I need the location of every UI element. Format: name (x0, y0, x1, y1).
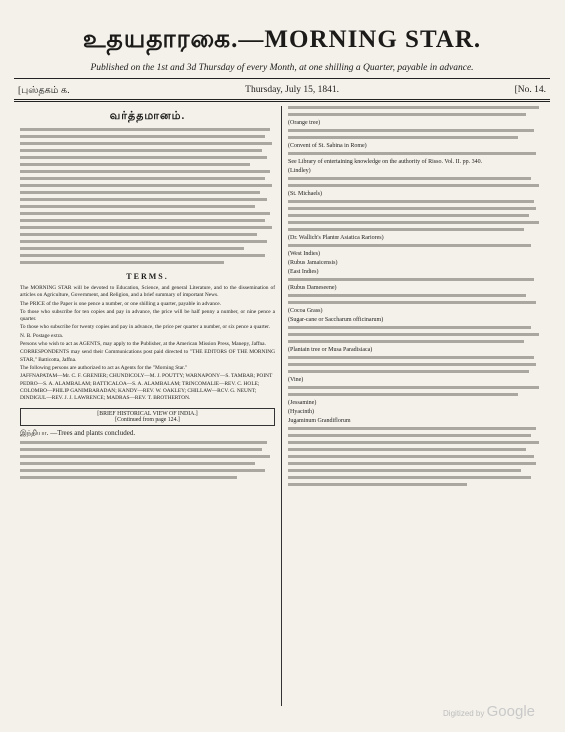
box-title: [BRIEF HISTORICAL VIEW OF INDIA.] (97, 411, 198, 418)
inline-term: (East Indies) (288, 269, 319, 275)
issue-date: Thursday, July 15, 1841. (245, 85, 340, 95)
masthead-subtitle: Published on the 1st and 3d Thursday of every Month, at one shilling a Quarter, payable in advance. (90, 63, 474, 73)
inline-term: (West Indies) (288, 251, 321, 257)
inline-term: (Hyacinth) (288, 409, 314, 415)
box-subtitle: [Continued from page 124.] (115, 417, 180, 424)
right-column (282, 106, 550, 706)
terms-text (20, 285, 275, 372)
terms-title: TERMS. (126, 272, 169, 281)
terms-paragraph: The following persons are authorized to act as Agents for the "Morning Star." (20, 364, 188, 371)
volume-label: [புஸ்தகம் ௧. (18, 86, 70, 96)
inline-term: (Dr. Wallich's Plantœ Asiatica Rariores) (288, 235, 384, 241)
agents-list: JAFFNAPATAM—Mr. C. F. GRENIER; CHUNDICOLY—M. J. POUTTY; WARNAPONY—S. TAMBAR; POINT PEDRO—S. A. ALAMBALAM; BATTICALOA—S. A. ALAMBALAM; TRINCOMALIE—REV. C. HOLE; COLOMBO—PHILIP GANIMBARADAN; KANDY—REV. W. OAKLEY; CHILLAW—RCV. G. NEUNT; DINDIGUL—REV. J. J. LAWRENCE; MADRAS—REV. T. BROTHERTON. (20, 373, 273, 402)
terms-paragraph: The MORNING STAR will be devoted to Education, Science, and general Literature, and to the dissemination of articles on Agriculture, Government, and Religion, and a brief summary of important News. (20, 285, 275, 299)
digitized-by-google-watermark (443, 703, 535, 720)
newspaper-page (14, 26, 550, 716)
inline-term: (Vine) (288, 377, 304, 383)
watermark-prefix: Digitized by (443, 709, 485, 718)
inline-term: Jugaminum Grandiflorum (288, 418, 351, 424)
inline-term: (Sugar-cane or Saccharum officinarum) (288, 317, 384, 323)
right-column-text (288, 106, 544, 486)
inline-term: (Rubus Jamaicensis) (288, 260, 338, 266)
inline-term: (Cocoa Grass) (288, 308, 323, 314)
top-rule (14, 78, 550, 79)
double-rule (14, 99, 550, 102)
left-column (14, 106, 282, 706)
terms-paragraph: To those who subscribe for ten copies and pay in advance, the price will be half penny a number, or nine pence a quarter. (20, 308, 275, 323)
terms-paragraph: The PRICE of the Paper is one pence a number, or one shilling a quarter, payable in advance. (20, 300, 222, 307)
issue-number: [No. 14. (514, 85, 546, 95)
inline-term: (Plantain tree or Musa Paradisiaca) (288, 347, 373, 353)
inline-term: (Orange tree) (288, 120, 321, 126)
inline-term: (Rubus Dameseene) (288, 285, 337, 291)
terms-paragraph: To those who subscribe for twenty copies and pay in advance, the price per quarter a number, or six pence a quarter. (20, 324, 270, 331)
inline-term: (Lindley) (288, 168, 311, 174)
tamil-news-text (20, 128, 275, 264)
terms-paragraph: N. B. Postage extra. (20, 332, 64, 339)
inline-term: (Jessamine) (288, 400, 317, 406)
inline-term: (Convent of St. Sabina in Rome) (288, 143, 367, 149)
trees-text (20, 441, 275, 479)
terms-paragraph: CORRESPONDENTS may send their Communications post paid directed to "THE EDITORS OF THE MORNING STAR," Batticotta, Jaffna. (20, 349, 275, 363)
masthead-title: உதயதாரகை.—MORNING STAR. (82, 26, 482, 53)
inline-term: (St. Michaels) (288, 191, 322, 197)
trees-heading: இந்தியா. —Trees and plants concluded. (20, 429, 136, 438)
historical-view-box (20, 408, 275, 426)
section-title: வர்த்தமானம். (109, 110, 186, 122)
dateline (14, 85, 550, 97)
google-logo: Google (486, 703, 535, 720)
inline-term: See Library of entertaining knowledge on the authority of Risso. Vol. II. pp. 340. (288, 159, 483, 165)
columns (14, 106, 550, 706)
terms-paragraph: Persons who wish to act as AGENTS, may apply to the Publisher, at the American Mission Press, Manepy, Jaffna. (20, 341, 266, 348)
